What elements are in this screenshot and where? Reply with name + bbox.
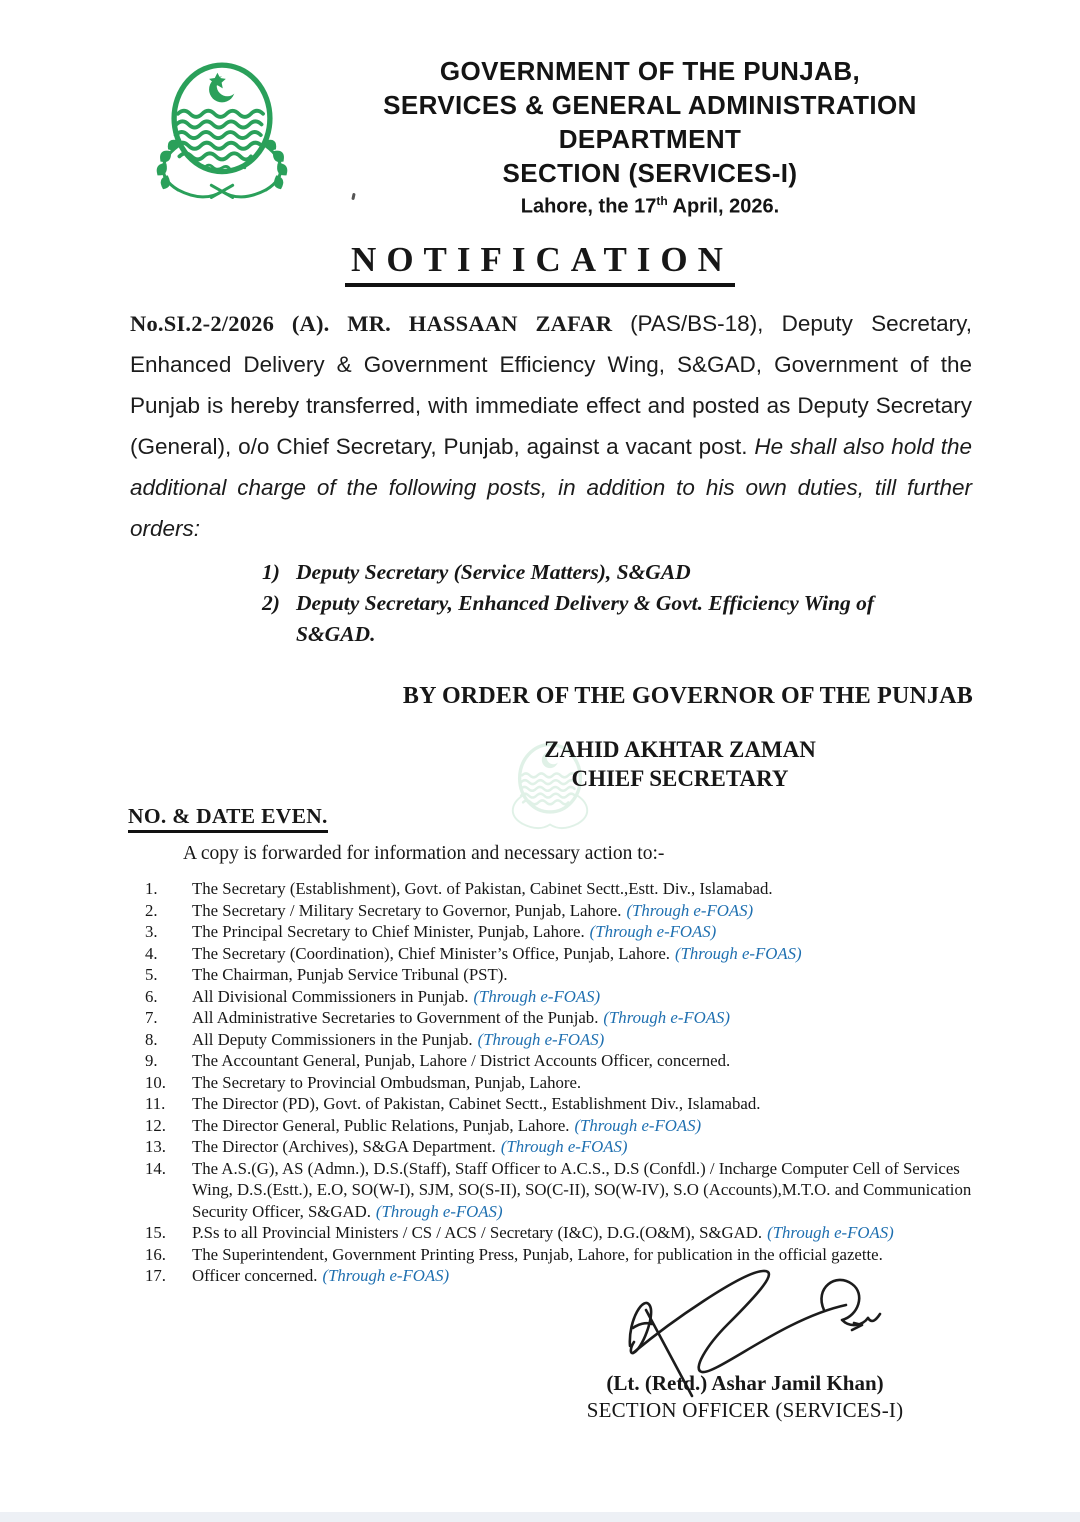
distribution-item-number: 2. (145, 900, 158, 920)
distribution-item-text (192, 1222, 993, 1244)
distribution-item-text (192, 878, 993, 900)
distribution-item-number: 3. (145, 922, 158, 941)
distribution-list (145, 878, 993, 1287)
distribution-item-text (192, 900, 993, 922)
distribution-item-addressee: The Superintendent, Government Printing Press, Punjab, Lahore, for publication in the official gazette. (192, 1244, 883, 1264)
distribution-item-number: 16. (145, 1244, 166, 1264)
distribution-list-item (145, 1029, 993, 1051)
distribution-list-item (145, 1158, 993, 1223)
distribution-item-addressee: The A.S.(G), AS (Admn.), D.S.(Staff), Staff Officer to A.C.S., D.S (Confdl.) / Incharge Computer Cell of Services Wing, D.S.(Estt.), E.O, SO(W-I), SJM, SO(S-II), SO(C-II), SO(W-IV), S.O (Accounts),M.T.O. and Communication Security Officer, S&GAD. (192, 1158, 972, 1221)
copy-forwarded-intro: A copy is forwarded for information and necessary action to:- (183, 843, 665, 864)
distribution-item-text (192, 1158, 993, 1223)
distribution-list-item (145, 1050, 993, 1072)
distribution-item-number: 11. (145, 1094, 166, 1113)
through-efoas-label: (Through e-FOAS) (589, 922, 717, 941)
distribution-item-number: 15. (145, 1223, 166, 1242)
distribution-item-addressee: The Secretary / Military Secretary to Governor, Punjab, Lahore. (192, 900, 622, 920)
letterhead-line-3: DEPARTMENT (558, 124, 742, 154)
distribution-item-addressee: All Deputy Commissioners in the Punjab. (192, 1029, 473, 1049)
distribution-list-item (145, 1007, 993, 1029)
through-efoas-label: (Through e-FOAS) (603, 1008, 731, 1027)
additional-post-text: Deputy Secretary (Service Matters), S&GAD (296, 560, 691, 584)
through-efoas-label: (Through e-FOAS) (574, 1115, 702, 1135)
distribution-item-addressee: The Principal Secretary to Chief Minister, Punjab, Lahore. (192, 922, 585, 941)
through-efoas-label: (Through e-FOAS) (674, 943, 802, 963)
distribution-item-addressee: The Director General, Public Relations, Punjab, Lahore. (192, 1115, 570, 1135)
distribution-list-item (145, 1115, 993, 1137)
page-bottom-strip (0, 1512, 1080, 1522)
dateline (330, 194, 970, 219)
dateline-suffix: April, 2026. (667, 195, 780, 218)
distribution-list-item (145, 943, 993, 965)
signatory-block (470, 735, 890, 793)
distribution-item-text (192, 943, 993, 965)
distribution-item-number: 4. (145, 943, 158, 963)
distribution-item-number: 9. (145, 1051, 158, 1070)
distribution-list-item (145, 878, 993, 900)
department-letterhead (330, 54, 970, 190)
signatory-name: ZAHID AKHTAR ZAMAN (544, 737, 816, 762)
transfer-order-text: (PAS/BS-18), Deputy Secretary, Enhanced Delivery & Government Efficiency Wing, S&GAD, Government of the Punjab is hereby transferred, with immediate effect and posted as Deputy Secretary (General), o/o Chief Secretary, Punjab, against a vacant post. (130, 311, 972, 459)
additional-post-number: 1) (262, 560, 280, 584)
distribution-item-text (192, 1007, 993, 1029)
distribution-item-number: 8. (145, 1029, 158, 1049)
distribution-item-number: 13. (145, 1137, 166, 1156)
distribution-item-addressee: Officer concerned. (192, 1266, 318, 1285)
distribution-list-item (145, 1072, 993, 1094)
through-efoas-label: (Through e-FOAS) (473, 986, 601, 1006)
through-efoas-label: (Through e-FOAS) (322, 1266, 450, 1285)
additional-post-text: Deputy Secretary, Enhanced Delivery & Govt. Efficiency Wing of S&GAD. (296, 591, 875, 646)
distribution-item-text (192, 1072, 993, 1094)
distribution-item-number: 17. (145, 1266, 166, 1285)
distribution-list-item (145, 986, 993, 1008)
through-efoas-label: (Through e-FOAS) (626, 900, 754, 920)
distribution-item-number: 12. (145, 1115, 166, 1135)
distribution-list-item (145, 964, 993, 986)
notification-body-paragraph (130, 303, 972, 549)
distribution-item-addressee: The Chairman, Punjab Service Tribunal (PST). (192, 965, 508, 984)
punjab-government-crest-logo (138, 56, 306, 202)
distribution-item-addressee: All Administrative Secretaries to Government of the Punjab. (192, 1008, 599, 1027)
distribution-item-text (192, 964, 993, 986)
notification-number-and-officer: No.SI.2-2/2026 (A). MR. HASSAAN ZAFAR (130, 311, 631, 336)
by-order-line: BY ORDER OF THE GOVERNOR OF THE PUNJAB (402, 683, 973, 709)
distribution-item-number: 6. (145, 986, 158, 1006)
distribution-item-addressee: The Director (Archives), S&GA Department. (192, 1137, 496, 1156)
distribution-list-item (145, 900, 993, 922)
distribution-list-item (145, 921, 993, 943)
section-officer-title: SECTION OFFICER (SERVICES-I) (586, 1398, 904, 1422)
section-officer-name: (Lt. (Retd.) Ashar Jamil Khan) (606, 1371, 884, 1395)
distribution-item-text (192, 921, 993, 943)
distribution-item-text (192, 1050, 993, 1072)
dateline-ordinal: th (656, 194, 668, 208)
distribution-list-item (145, 1136, 993, 1158)
distribution-item-text (192, 1029, 993, 1051)
section-officer-signature-block (555, 1370, 935, 1424)
distribution-item-text (192, 1115, 993, 1137)
through-efoas-label: (Through e-FOAS) (767, 1223, 894, 1242)
distribution-item-addressee: The Secretary (Establishment), Govt. of Pakistan, Cabinet Sectt.,Estt. Div., Islamabad. (192, 879, 773, 898)
letterhead-line-2: SERVICES & GENERAL ADMINISTRATION (383, 90, 917, 120)
letterhead-line-1: GOVERNMENT OF THE PUNJAB, (439, 56, 861, 86)
distribution-item-addressee: P.Ss to all Provincial Ministers / CS / ACS / Secretary (I&C), D.G.(O&M), S&GAD. (192, 1223, 763, 1242)
distribution-item-number: 10. (145, 1072, 166, 1092)
through-efoas-label: (Through e-FOAS) (477, 1029, 605, 1049)
additional-post-item (262, 588, 952, 650)
additional-post-number: 2) (262, 591, 280, 615)
distribution-list-item (145, 1093, 993, 1115)
signatory-title: CHIEF SECRETARY (571, 766, 789, 791)
additional-post-item (262, 557, 952, 588)
distribution-item-text (192, 1093, 993, 1115)
distribution-item-number: 5. (145, 965, 158, 984)
distribution-item-addressee: The Secretary (Coordination), Chief Minister’s Office, Punjab, Lahore. (192, 943, 670, 963)
document-title: NOTIFICATION (345, 240, 735, 287)
no-and-date-heading: NO. & DATE EVEN. (128, 804, 328, 833)
distribution-item-number: 1. (145, 879, 158, 898)
additional-posts-list (262, 557, 952, 650)
distribution-item-addressee: The Director (PD), Govt. of Pakistan, Cabinet Sectt., Establishment Div., Islamabad. (192, 1094, 761, 1113)
distribution-item-addressee: The Accountant General, Punjab, Lahore / District Accounts Officer, concerned. (192, 1051, 731, 1070)
distribution-item-number: 14. (145, 1158, 166, 1178)
letterhead-line-4: SECTION (SERVICES-I) (502, 158, 798, 188)
additional-charge-clause: He shall also hold the additional charge of the following posts, in addition to his own duties, till further orders: (130, 434, 972, 541)
distribution-item-addressee: The Secretary to Provincial Ombudsman, Punjab, Lahore. (192, 1072, 582, 1092)
distribution-item-addressee: All Divisional Commissioners in Punjab. (192, 986, 469, 1006)
distribution-item-number: 7. (145, 1008, 158, 1027)
distribution-item-text (192, 986, 993, 1008)
distribution-list-item (145, 1222, 993, 1244)
dateline-prefix: Lahore, the 17 (520, 195, 657, 218)
through-efoas-label: (Through e-FOAS) (375, 1201, 503, 1221)
through-efoas-label: (Through e-FOAS) (500, 1137, 628, 1156)
distribution-item-text (192, 1136, 993, 1158)
